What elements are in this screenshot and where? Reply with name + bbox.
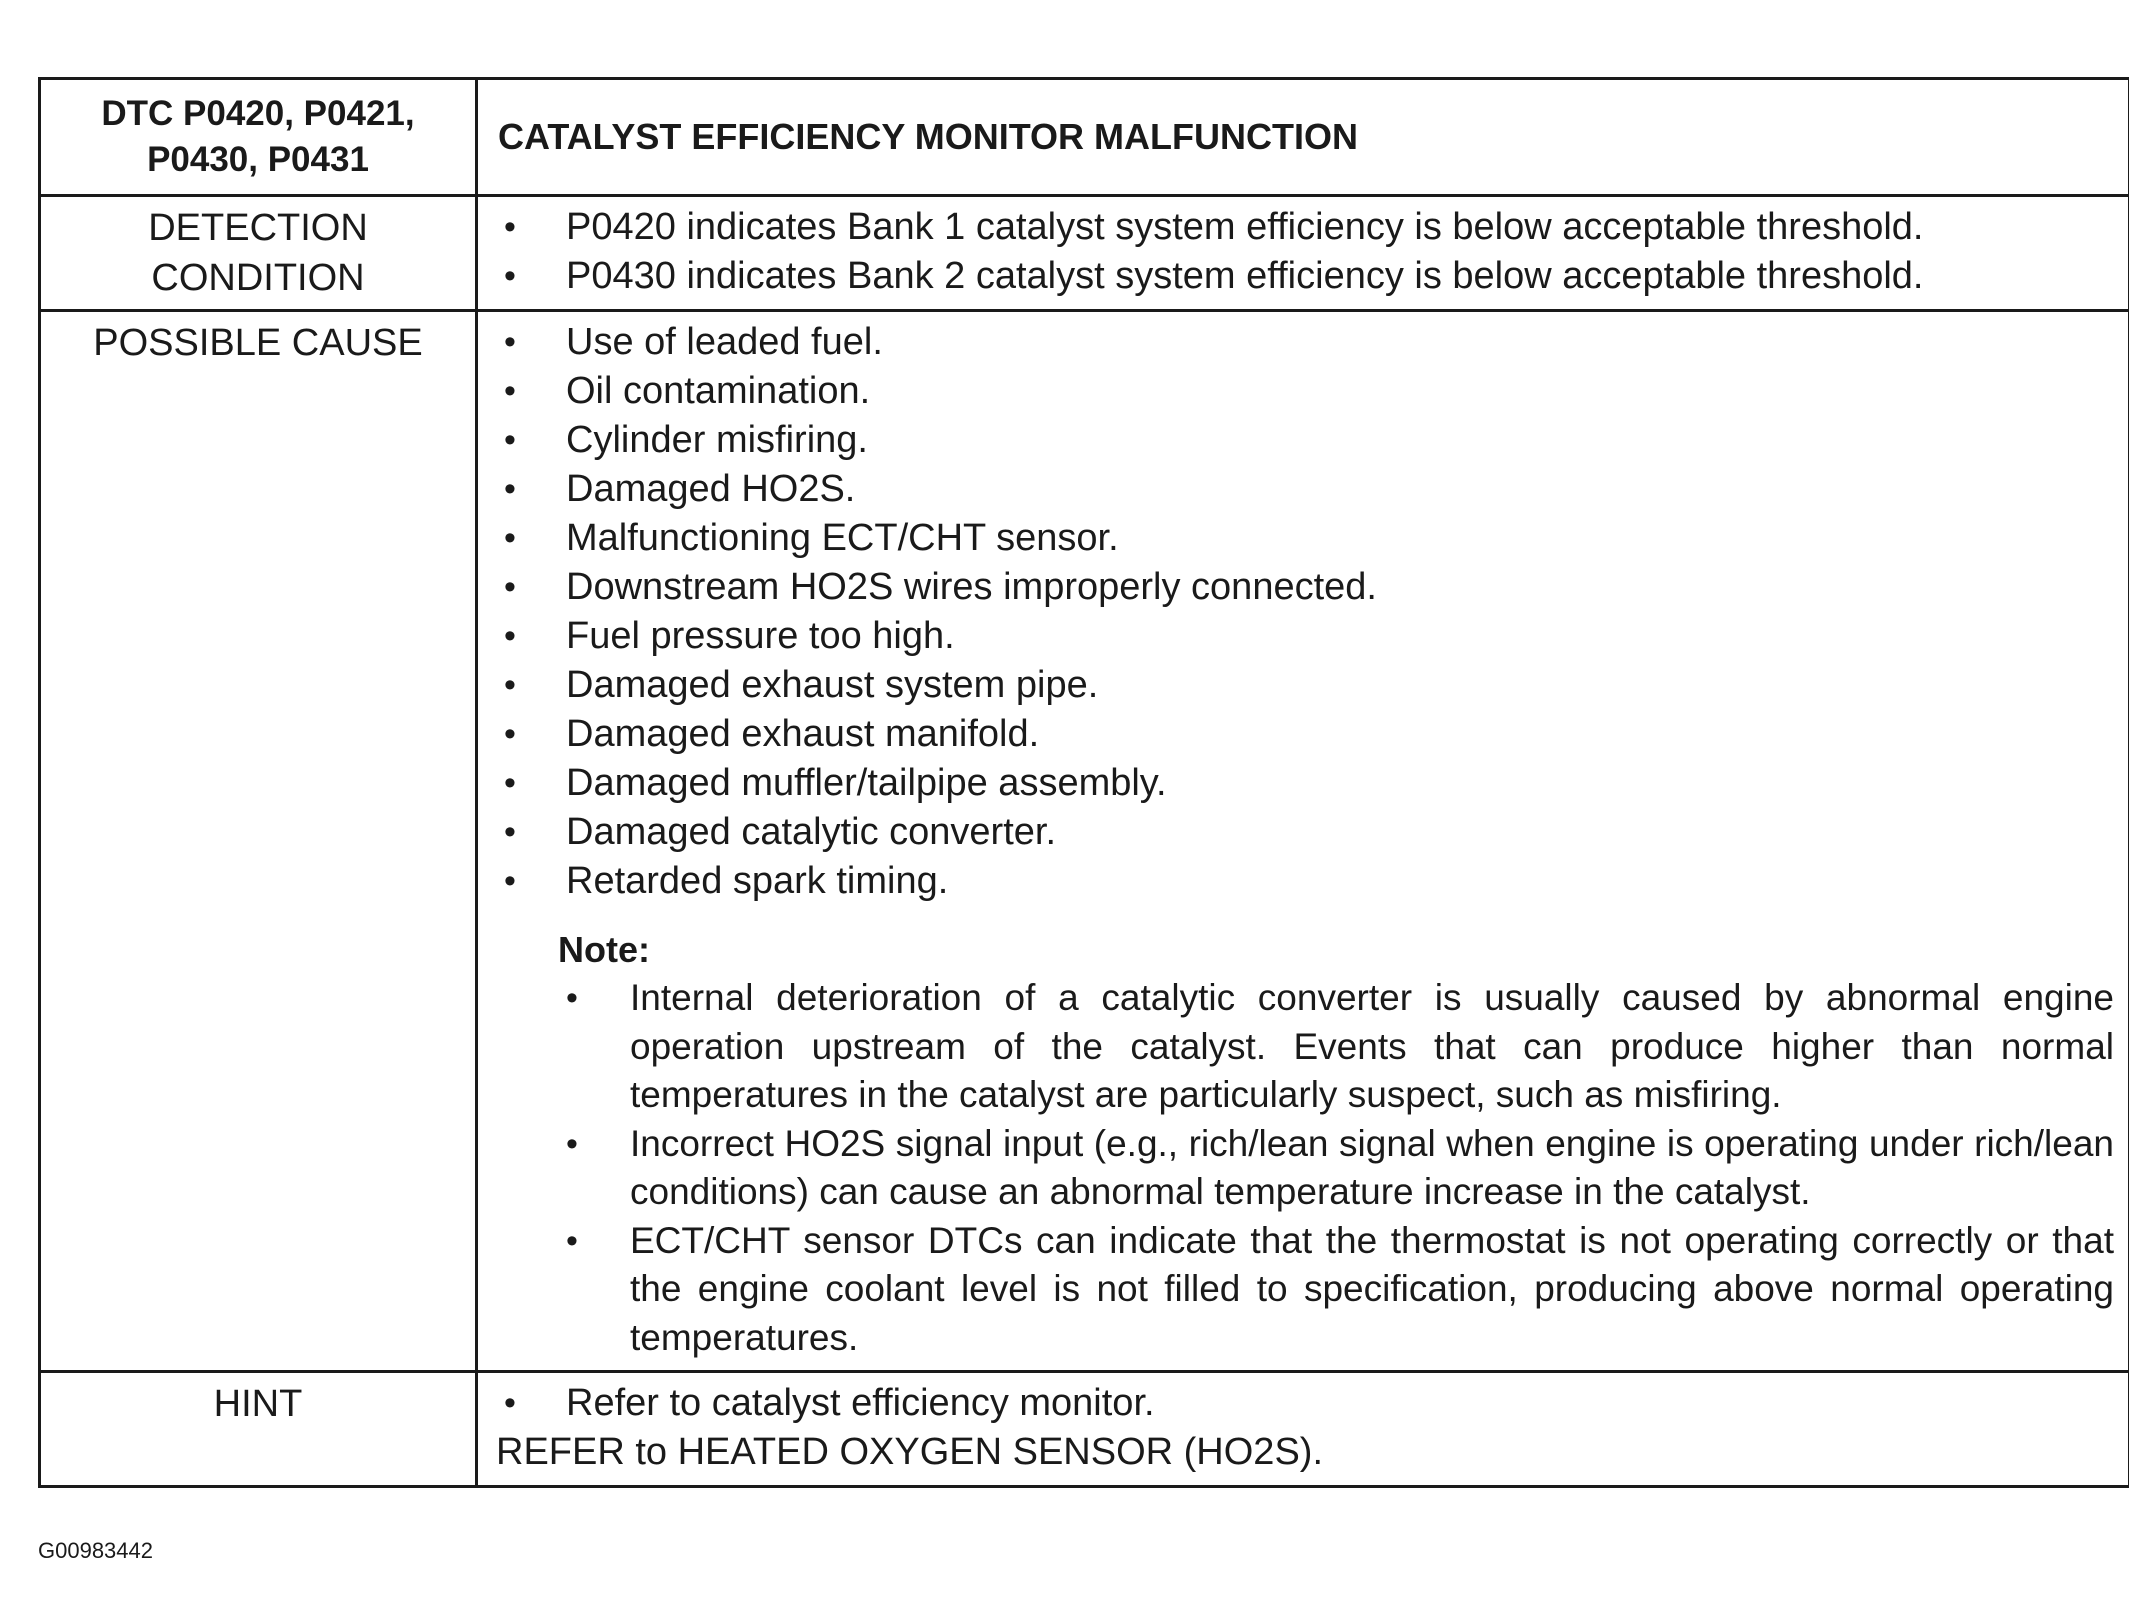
cause-item-text: Damaged exhaust manifold. (566, 713, 1040, 755)
hint-row (40, 1372, 2129, 1487)
hint-refer-text: REFER to HEATED OXYGEN SENSOR (HO2S). (496, 1431, 1324, 1473)
bullet-icon: • (504, 715, 516, 753)
figure-code: G00983442 (38, 1538, 153, 1563)
bullet-icon: • (504, 813, 516, 851)
cause-item-text: Fuel pressure too high. (566, 615, 955, 657)
bullet-icon: • (504, 257, 516, 295)
cause-item (496, 318, 2114, 367)
cause-item-text: Oil contamination. (566, 370, 871, 412)
cause-item (496, 367, 2114, 416)
bullet-icon: • (504, 470, 516, 508)
cause-item-text: Damaged exhaust system pipe. (566, 664, 1099, 706)
dtc-table (38, 77, 2129, 1488)
cause-item (496, 661, 2114, 710)
detection-content (477, 196, 2129, 311)
hint-item-text: Refer to catalyst efficiency monitor. (566, 1382, 1155, 1424)
possible-cause-content (477, 311, 2129, 1372)
dtc-codes-line-2: P0430, P0431 (147, 140, 369, 179)
bullet-icon: • (504, 617, 516, 655)
cause-item (496, 563, 2114, 612)
hint-list (496, 1379, 2114, 1428)
note-item-text: Incorrect HO2S signal input (e.g., rich/lean signal when engine is operating under rich/lean conditions) can cause an abnormal temperature increase in the catalyst. (630, 1122, 2114, 1212)
note-list (558, 974, 2114, 1362)
cause-item (496, 808, 2114, 857)
note-item-text: ECT/CHT sensor DTCs can indicate that the thermostat is not operating correctly or that the engine coolant level is not filled to specification, producing above normal operating temperatures. (630, 1219, 2114, 1358)
cause-item-text: Retarded spark timing. (566, 860, 949, 902)
cause-item-text: Damaged HO2S. (566, 468, 856, 510)
dtc-codes-cell (40, 79, 477, 196)
cause-item (496, 416, 2114, 465)
detection-row (40, 196, 2129, 311)
detection-label-line-1: DETECTION (148, 207, 368, 249)
bullet-icon: • (504, 519, 516, 557)
note-block (496, 926, 2114, 1362)
detection-list (496, 203, 2114, 301)
hint-item (496, 1379, 2114, 1428)
note-item (558, 1120, 2114, 1217)
cause-item (496, 759, 2114, 808)
bullet-icon: • (504, 1384, 516, 1422)
cause-item (496, 857, 2114, 906)
cause-item-text: Damaged catalytic converter. (566, 811, 1057, 853)
bullet-icon: • (504, 323, 516, 361)
cause-item-text: Use of leaded fuel. (566, 321, 883, 363)
detection-label-line-2: CONDITION (151, 257, 365, 299)
note-item (558, 974, 2114, 1120)
cause-item-text: Cylinder misfiring. (566, 419, 868, 461)
hint-label: HINT (40, 1372, 477, 1487)
dtc-document (38, 77, 2128, 1488)
document-title: CATALYST EFFICIENCY MONITOR MALFUNCTION (477, 79, 2129, 196)
note-item (558, 1217, 2114, 1363)
cause-item (496, 612, 2114, 661)
detection-item (496, 252, 2114, 301)
bullet-icon: • (504, 666, 516, 704)
cause-item-text: Damaged muffler/tailpipe assembly. (566, 762, 1167, 804)
note-item-text: Internal deterioration of a catalytic converter is usually caused by abnormal engine operation upstream of the catalyst. Events that can produce higher than normal temperatures in the catalyst are particularly suspect, such as misfiring. (630, 977, 2114, 1115)
bullet-icon: • (504, 764, 516, 802)
bullet-icon: • (504, 862, 516, 900)
bullet-icon: • (566, 1124, 578, 1163)
bullet-icon: • (566, 1221, 578, 1260)
bullet-icon: • (504, 568, 516, 606)
hint-content (477, 1372, 2129, 1487)
cause-item (496, 710, 2114, 759)
cause-list (496, 318, 2114, 906)
detection-item-text: P0430 indicates Bank 2 catalyst system efficiency is below acceptable threshold. (566, 255, 1924, 297)
note-title: Note: (558, 929, 650, 970)
bullet-icon: • (566, 979, 578, 1017)
detection-label (40, 196, 477, 311)
possible-cause-row (40, 311, 2129, 1372)
detection-item (496, 203, 2114, 252)
cause-item (496, 465, 2114, 514)
dtc-codes-line-1: DTC P0420, P0421, (101, 94, 415, 133)
detection-item-text: P0420 indicates Bank 1 catalyst system efficiency is below acceptable threshold. (566, 206, 1924, 248)
cause-item (496, 514, 2114, 563)
bullet-icon: • (504, 421, 516, 459)
possible-cause-label: POSSIBLE CAUSE (40, 311, 477, 1372)
bullet-icon: • (504, 208, 516, 246)
bullet-icon: • (504, 372, 516, 410)
cause-item-text: Downstream HO2S wires improperly connected. (566, 566, 1377, 608)
cause-item-text: Malfunctioning ECT/CHT sensor. (566, 517, 1119, 559)
header-row (40, 79, 2129, 196)
